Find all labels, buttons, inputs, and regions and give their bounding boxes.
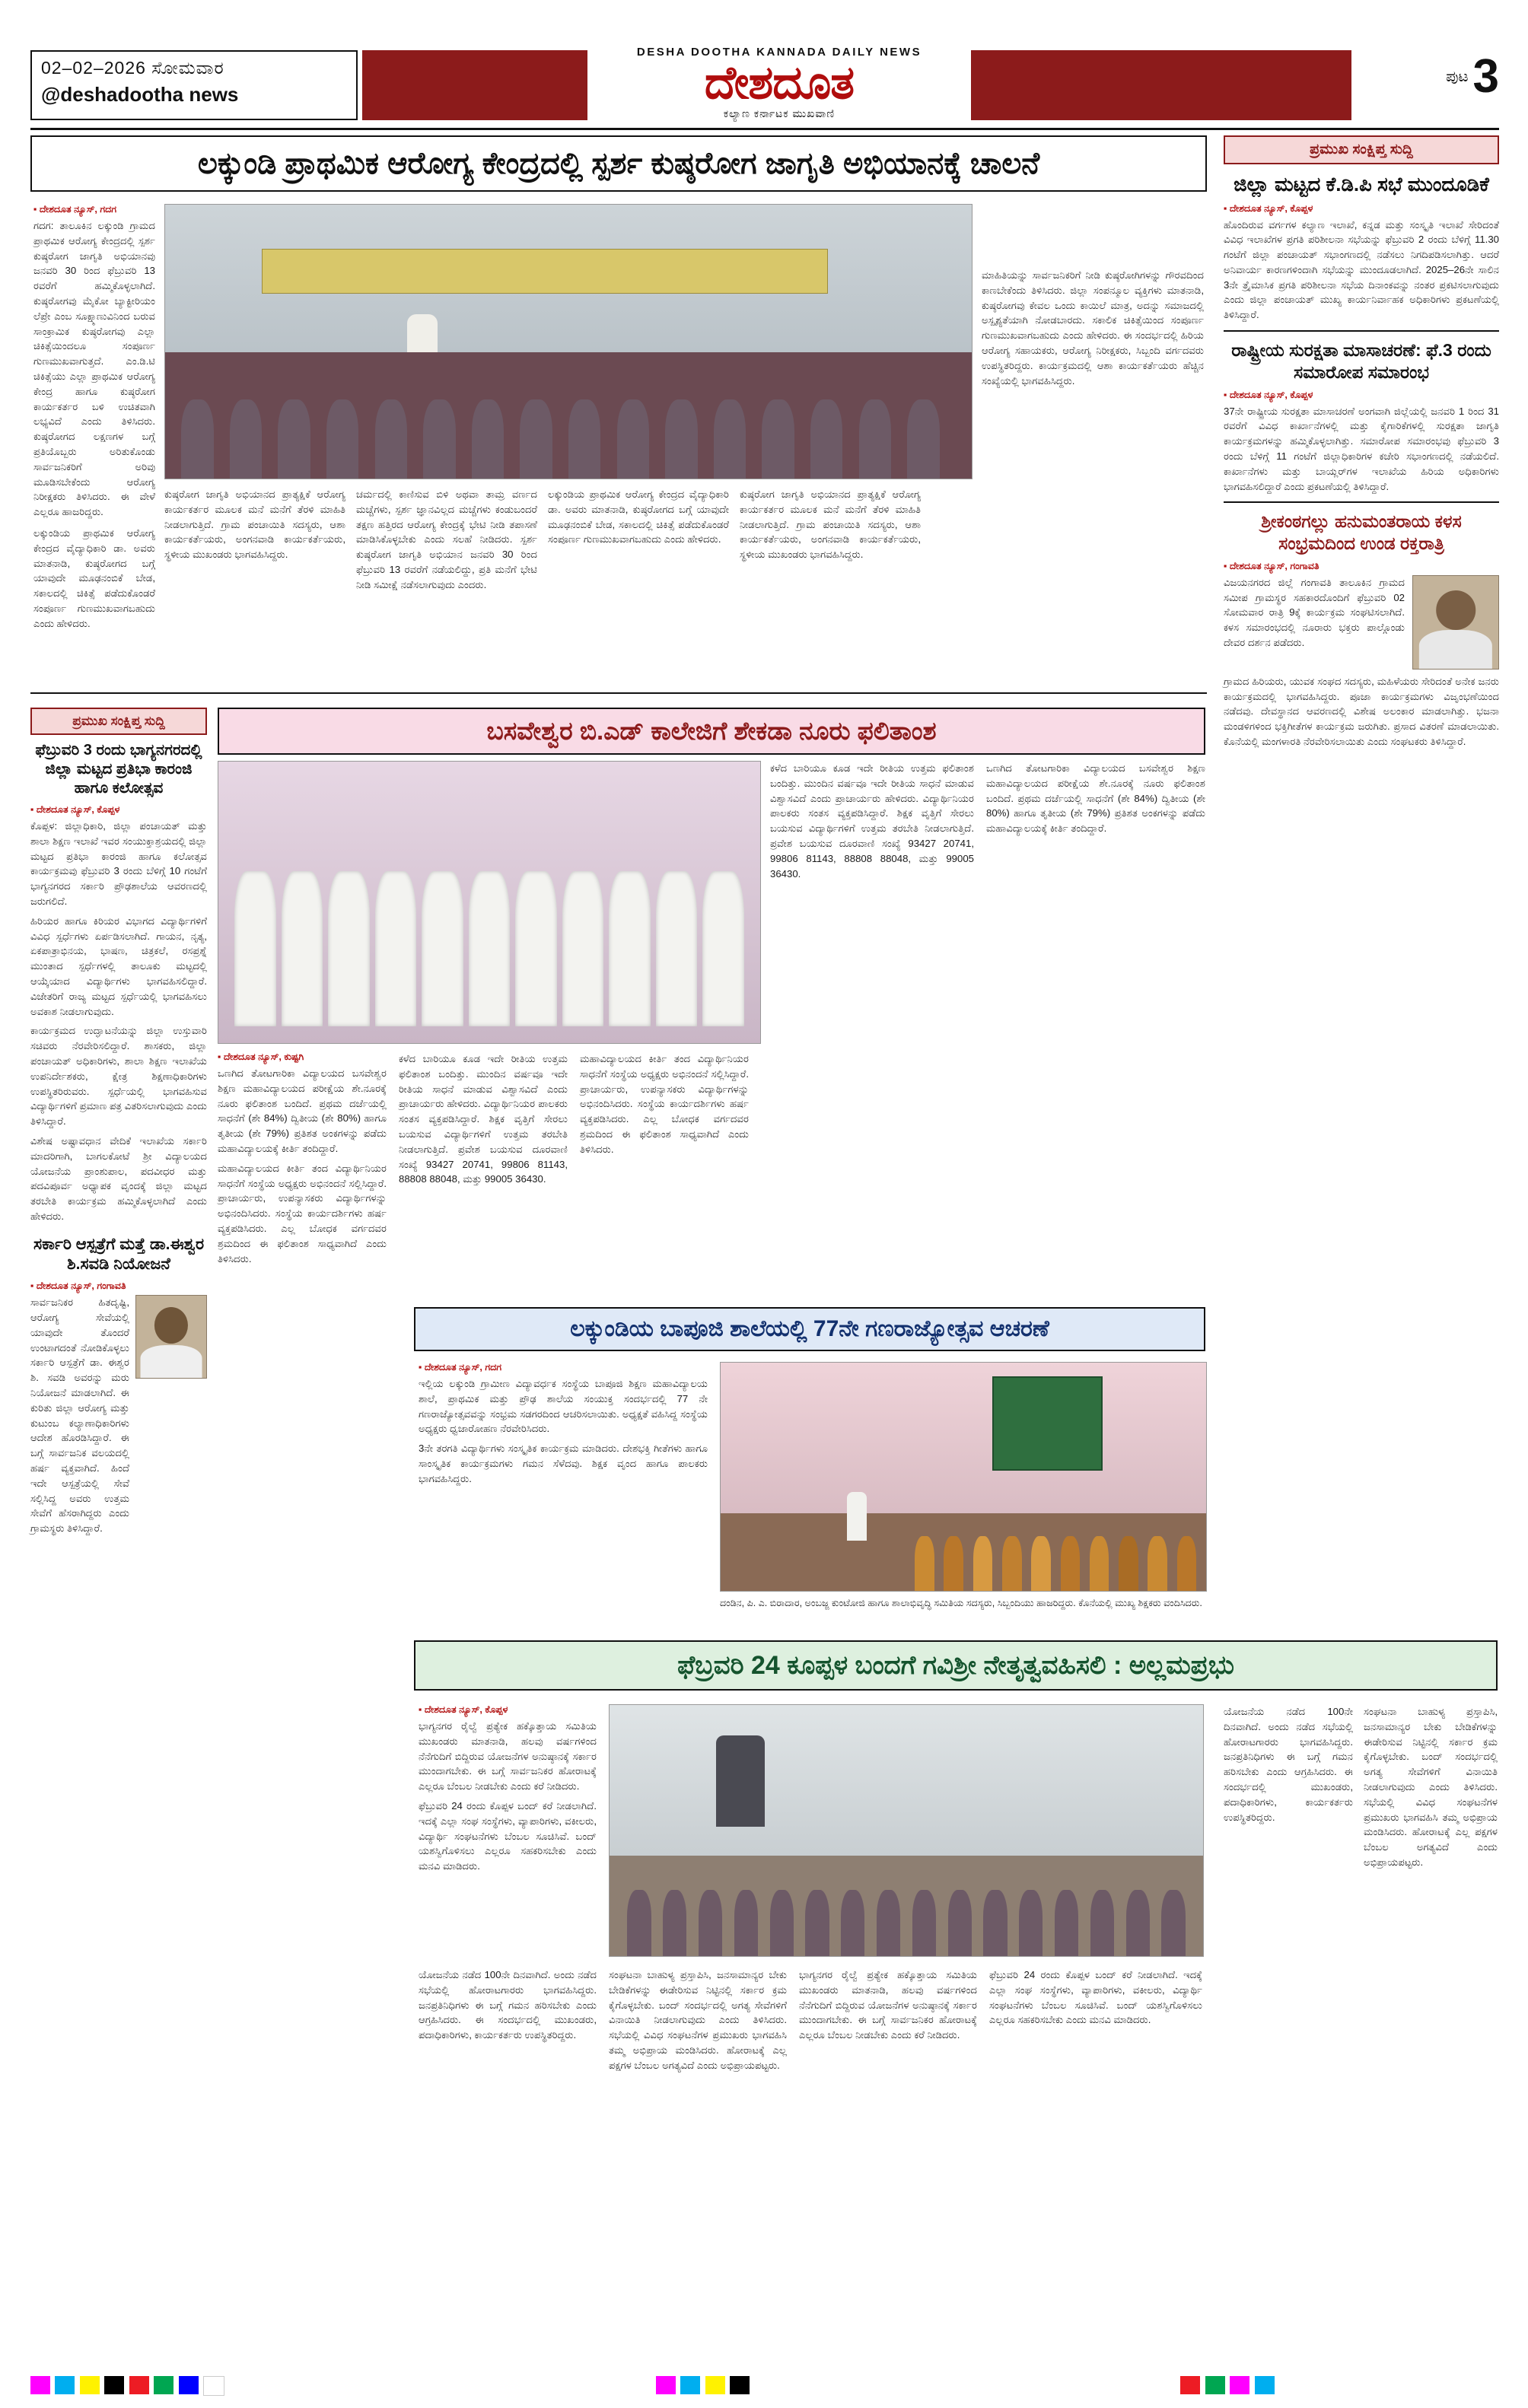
- kuppala-col3: ಯೋಜನೆಯ ನಡೆದ 100ನೇ ದಿನವಾಗಿದೆ. ಅಂದು ನಡೆದ ಸಭೆಯಲ್ಲಿ ಹೋರಾಟಗಾರರು ಭಾಗವಹಿಸಿದ್ದರು. ಜನಪ್ರತಿನಿಧಿಗಳು ಈ ಬಗ್ಗೆ ಗಮನ ಹರಿಸಬೇಕು ಎಂದು ಆಗ್ರಹಿಸಿದರು. ಈ ಸಂದರ್ಭದಲ್ಲಿ ಮುಖಂಡರು, ಪದಾಧಿಕಾರಿಗಳು, ಕಾರ್ಯಕರ್ತರು ಉಪಸ್ಥಿತರಿದ್ದರು.: [419, 1969, 597, 2041]
- left-brief-byline: ▪ ದೇಶದೂತ ನ್ಯೂಸ್, ಕೊಪ್ಪಳ: [30, 804, 120, 815]
- masthead-rule: [30, 128, 1499, 130]
- color-swatch-magenta-3: [1230, 2376, 1249, 2394]
- lead-headline: ಲಕ್ಕುಂಡಿ ಪ್ರಾಥಮಿಕ ಆರೋಗ್ಯ ಕೇಂದ್ರದಲ್ಲಿ ಸ್ಪರ್ಶ ಕುಷ್ಠರೋಗ ಜಾಗೃತಿ ಅಭಿಯಾನಕ್ಕೆ ಚಾಲನೆ: [197, 146, 1040, 180]
- republic-col1: ಇಲ್ಲಿಯ ಲಕ್ಕುಂಡಿ ಗ್ರಾಮೀಣ ವಿದ್ಯಾವರ್ಧಕ ಸಂಸ್ಥೆಯ ಬಾಪೂಜಿ ಶಿಕ್ಷಣ ಮಹಾವಿದ್ಯಾಲಯ ಶಾಲೆ, ಪ್ರಾಥಮಿಕ ಮತ್ತು ಪ್ರೌಢ ಶಾಲೆಯ ಸಂಯುಕ್ತ ಸಂದರ್ಭದಲ್ಲಿ 77 ನೇ ಗಣರಾಜ್ಯೋತ್ಸವವನ್ನು ಸಂಭ್ರಮ ಸಡಗರದಿಂದ ಆಚರಿಸಲಾಯಿತು. ಅಧ್ಯಕ್ಷತೆ ವಹಿಸಿದ್ದ ಸಂಸ್ಥೆಯ ಅಧ್ಯಕ್ಷರು ಧ್ವಜಾರೋಹಣ ನೆರವೇರಿಸಿದರು.: [419, 1378, 708, 1435]
- bed-col2: ಮಹಾವಿದ್ಯಾಲಯದ ಕೀರ್ತಿ ತಂದ ವಿದ್ಯಾರ್ಥಿನಿಯರ ಸಾಧನೆಗೆ ಸಂಸ್ಥೆಯ ಅಧ್ಯಕ್ಷರು ಅಭಿನಂದನೆ ಸಲ್ಲಿಸಿದ್ದಾರೆ. ಪ್ರಾಚಾರ್ಯರು, ಉಪನ್ಯಾಸಕರು ವಿದ್ಯಾರ್ಥಿಗಳನ್ನು ಅಭಿನಂದಿಸಿದರು. ಸಂಸ್ಥೆಯ ಕಾರ್ಯದರ್ಶಿಗಳು ಹರ್ಷ ವ್ಯಕ್ತಪಡಿಸಿದರು. ಎಲ್ಲ ಬೋಧಕ ವರ್ಗದವರ ಶ್ರಮದಿಂದ ಈ ಫಲಿತಾಂಶ ಸಾಧ್ಯವಾಗಿದೆ ಎಂದು ತಿಳಿಸಿದರು.: [218, 1162, 387, 1264]
- bed-column-1: [218, 1051, 387, 1266]
- masthead-center: [591, 46, 968, 120]
- masthead-left-block: [30, 50, 358, 120]
- kuppala-byline: ▪ ದೇಶದೂತ ನ್ಯೂಸ್, ಕೊಪ್ಪಳ: [419, 1704, 508, 1715]
- left-brief-block: [30, 708, 207, 1536]
- lead-photo-crowd: [165, 347, 972, 479]
- lead-col3c-text: ಕುಷ್ಠರೋಗ ಜಾಗೃತಿ ಅಭಿಯಾನದ ಪ್ರಾತ್ಯಕ್ಷಿಕೆ ಆರೋಗ್ಯ ಕಾರ್ಯಕರ್ತರ ಮೂಲಕ ಮನೆ ಮನೆಗೆ ತೆರಳಿ ಮಾಹಿತಿ ನೀಡಲಾಗುತ್ತಿದೆ. ಗ್ರಾಮ ಪಂಚಾಯಿತಿ ಸದಸ್ಯರು, ಆಶಾ ಕಾರ್ಯಕರ್ತೆಯರು, ಅಂಗನವಾಡಿ ಕಾರ್ಯಕರ್ತೆಯರು, ಸ್ಥಳೀಯ ಮುಖಂಡರು ಭಾಗವಹಿಸಿದ್ದರು.: [740, 488, 921, 561]
- left-brief-title: ಫೆಬ್ರುವರಿ 3 ರಂದು ಭಾಗ್ಯನಗರದಲ್ಲಿ ಜಿಲ್ಲಾ ಮಟ್ಟದ ಪ್ರತಿಭಾ ಕಾರಂಜಿ ಹಾಗೂ ಕಲೋತ್ಸವ: [35, 742, 202, 797]
- color-swatch-blue: [179, 2376, 199, 2394]
- kuppala-headline: ಫೆಬ್ರವರಿ 24 ಕೂಪ್ಪಳ ಬಂದಗೆ ಗವಿಶ್ರೀ ನೇತೃತ್ವವಹಿಸಲಿ : ಅಲ್ಲಮಪ್ರಭು: [677, 1650, 1234, 1680]
- page-label: ಪುಟ: [1446, 68, 1469, 85]
- lead-col4-text: ಮಾಹಿತಿಯನ್ನು ಸಾರ್ವಜನಿಕರಿಗೆ ನೀಡಿ ಕುಷ್ಠರೋಗಿಗಳನ್ನು ಗೌರವದಿಂದ ಕಾಣಬೇಕೆಂದು ತಿಳಿಸಿದರು. ಜಿಲ್ಲಾ ಸಂಪನ್ಮೂಲ ವ್ಯಕ್ತಿಗಳು ಮಾತನಾಡಿ, ಕುಷ್ಠರೋಗವು ಕೇವಲ ಒಂದು ಕಾಯಿಲೆ ಮಾತ್ರ, ಅದನ್ನು ಸಮಾಜದಲ್ಲಿ ಅಸ್ಪೃಶ್ಯತೆಯಾಗಿ ನೋಡಬಾರದು. ಸಕಾಲಿಕ ಚಿಕಿತ್ಸೆಯಿಂದ ಸಂಪೂರ್ಣ ಗುಣಮುಖವಾಗಬಹುದು ಎಂದು ಹೇಳಿದರು. ಈ ಸಂದರ್ಭದಲ್ಲಿ ಹಿರಿಯ ಆರೋಗ್ಯ ಸಹಾಯಕರು, ಆರೋಗ್ಯ ನಿರೀಕ್ಷಕರು, ಸಿಬ್ಬಂದಿ ವರ್ಗದವರು ಉಪಸ್ಥಿತರಿದ್ದರು. ಕಾರ್ಯಕ್ರಮದಲ್ಲಿ ಆಶಾ ಕಾರ್ಯಕರ್ತೆಯರು ಹೆಚ್ಚಿನ ಸಂಖ್ಯೆಯಲ್ಲಿ ಭಾಗವಹಿಸಿದ್ದರು.: [982, 269, 1204, 386]
- left-brief-p1: ಕೊಪ್ಪಳ: ಜಿಲ್ಲಾಧಿಕಾರಿ, ಜಿಲ್ಲಾ ಪಂಚಾಯತ್ ಮತ್ತು ಶಾಲಾ ಶಿಕ್ಷಣ ಇಲಾಖೆ ಇವರ ಸಂಯುಕ್ತಾಶ್ರಯದಲ್ಲಿ ಜಿಲ್ಲಾ ಮಟ್ಟದ ಪ್ರತಿಭಾ ಕಾರಂಜಿ ಹಾಗೂ ಕಲೋತ್ಸವ ಕಾರ್ಯಕ್ರಮವು ಫೆಬ್ರುವರಿ 3 ರಂದು ಬೆಳಿಗ್ಗೆ 10 ಗಂಟೆಗೆ ಭಾಗ್ಯನಗರದ ಸರ್ಕಾರಿ ಪ್ರೌಢಶಾಲೆಯ ಆವರಣದಲ್ಲಿ ಜರುಗಲಿದೆ.: [30, 820, 207, 907]
- color-swatch-black-2: [730, 2376, 750, 2394]
- page-number: 3: [1472, 50, 1499, 103]
- lead-col3-text: ಚರ್ಮದಲ್ಲಿ ಕಾಣಿಸುವ ಬಿಳಿ ಅಥವಾ ತಾಮ್ರ ವರ್ಣದ ಮಚ್ಚೆಗಳು, ಸ್ಪರ್ಶ ಜ್ಞಾನವಿಲ್ಲದ ಮಚ್ಚೆಗಳು ಕಂಡುಬಂದರೆ ತಕ್ಷಣ ಹತ್ತಿರದ ಆರೋಗ್ಯ ಕೇಂದ್ರಕ್ಕೆ ಭೇಟಿ ನೀಡಿ ತಪಾಸಣೆ ಮಾಡಿಸಿಕೊಳ್ಳಬೇಕು ಎಂದು ಸಲಹೆ ನೀಡಿದರು. ಸ್ಪರ್ಶ ಕುಷ್ಠರೋಗ ಜಾಗೃತಿ ಅಭಿಯಾನ ಜನವರಿ 30 ರಿಂದ ಫೆಬ್ರುವರಿ 13 ರವರೆಗೆ ನಡೆಯಲಿದ್ದು, ಪ್ರತಿ ಮನೆಗೆ ಭೇಟಿ ನೀಡಿ ಸಮೀಕ್ಷೆ ನಡೆಸಲಾಗುವುದು ಎಂದರು.: [356, 488, 537, 590]
- color-swatch-green: [154, 2376, 173, 2394]
- masthead: [30, 46, 1499, 120]
- masthead-english-strip: DESHA DOOTHA KANNADA DAILY NEWS: [636, 46, 922, 59]
- bed-col1: ಒಣಗಿದ ತೋಟಗಾರಿಕಾ ವಿದ್ಯಾಲಯದ ಬಸವೇಶ್ವರ ಶಿಕ್ಷಣ ಮಹಾವಿದ್ಯಾಲಯದ ಪರೀಕ್ಷೆಯ ಶೇ.ನೂರಕ್ಕೆ ನೂರು ಫಲಿತಾಂಶ ಬಂದಿದೆ. ಪ್ರಥಮ ದರ್ಜೆಯಲ್ಲಿ ಸಾಧನೆಗೆ (ಶೇ 84%) ದ್ವಿತೀಯ (ಶೇ 80%) ಹಾಗೂ ತೃತೀಯ (ಶೇ 79%) ಪ್ರತಿಶತ ಅಂಕಗಳನ್ನು ಪಡೆದು ಮಹಾವಿದ್ಯಾಲಯಕ್ಕೆ ಕೀರ್ತಿ ತಂದಿದ್ದಾರೆ.: [218, 1067, 387, 1154]
- left-brief-p4: ವಿಶೇಷ ಅಷ್ಟಾವಧಾನ ವೇದಿಕೆ ಇಲಾಖೆಯ ಸರ್ಕಾರಿ ಮಾದರಿಗಾಗಿ, ಬಾಗಲಕೋಟೆ ಶ್ರೀ ವಿದ್ಯಾಲಯದ ಯೋಜನೆಯ ಪ್ರಾಂಶುಪಾಲ, ಪದವೀಧರ ಮತ್ತು ಪದವಿಪೂರ್ವ ಅಧ್ಯಾಪಕ ವೃಂದಕ್ಕೆ ಜಿಲ್ಲಾ ಮಟ್ಟದ ತರಬೇತಿ ಕಾರ್ಯಕ್ರಮ ಹಮ್ಮಿಕೊಳ್ಳಲಾಗಿದೆ ಎಂದು ಹೇಳಿದರು.: [30, 1134, 207, 1222]
- rail-kicker-1: ಪ್ರಮುಖ ಸಂಕ್ಷಿಪ್ತ ಸುದ್ದಿ: [1224, 135, 1499, 164]
- lead-col1-text: ಗದಗ: ತಾಲೂಕಿನ ಲಕ್ಕುಂಡಿ ಗ್ರಾಮದ ಪ್ರಾಥಮಿಕ ಆರೋಗ್ಯ ಕೇಂದ್ರದಲ್ಲಿ ಸ್ಪರ್ಶ ಕುಷ್ಠರೋಗ ಜಾಗೃತಿ ಅಭಿಯಾನವು ಜನವರಿ 30 ರಿಂದ ಫೆಬ್ರುವರಿ 13 ರವರೆಗೆ ಹಮ್ಮಿಕೊಳ್ಳಲಾಗಿದೆ. ಕುಷ್ಠರೋಗವು ಮೈಕೋ ಬ್ಯಾಕ್ಟೀರಿಯಂ ಲೆಪ್ರೇ ಎಂಬ ಸೂಕ್ಷ್ಮಾಣುವಿನಿಂದ ಬರುವ ಸಾಂಕ್ರಾಮಿಕ ಕುಷ್ಠರೋಗವು ಎಲ್ಲಾ ಚಿಕಿತ್ಸೆಯಿಂದಲೂ ಸಂಪೂರ್ಣ ಗುಣಮುಖವಾಗುತ್ತದೆ. ಎಂ.ಡಿ.ಟಿ ಚಿಕಿತ್ಸೆಯು ಎಲ್ಲಾ ಪ್ರಾಥಮಿಕ ಆರೋಗ್ಯ ಕೇಂದ್ರ ಹಾಗೂ ಕುಷ್ಠರೋಗ ಕಾರ್ಯಕರ್ತರ ಬಳಿ ಉಚಿತವಾಗಿ ಲಭ್ಯವಿದೆ ಎಂದು ತಿಳಿಸಿದರು. ಕುಷ್ಠರೋಗದ ಲಕ್ಷಣಗಳ ಬಗ್ಗೆ ಪ್ರತಿಯೊಬ್ಬರು ಅರಿತುಕೊಂಡು ಸಾರ್ವಜನಿಕರಿಗೆ ಅರಿವು ಮೂಡಿಸಬೇಕೆಂದು ಆರೋಗ್ಯ ನಿರೀಕ್ಷಕರು ತಿಳಿಸಿದರು. ಈ ವೇಳೆ ಎಲ್ಲರೂ ಹಾಜರಿದ್ದರು.: [33, 220, 155, 518]
- kuppala-column-1: [419, 1704, 597, 1874]
- lead-col3b-text: ಲಕ್ಕುಂಡಿಯ ಪ್ರಾಥಮಿಕ ಆರೋಗ್ಯ ಕೇಂದ್ರದ ವೈದ್ಯಾಧಿಕಾರಿ ಡಾ. ಅವರು ಮಾತನಾಡಿ, ಕುಷ್ಠರೋಗದ ಬಗ್ಗೆ ಯಾವುದೇ ಮೂಢನಂಬಿಕೆ ಬೇಡ, ಸಕಾಲದಲ್ಲಿ ಚಿಕಿತ್ಸೆ ಪಡೆದುಕೊಂಡರೆ ಸಂಪೂರ್ಣ ಗುಣಮುಖವಾಗಬಹುದು ಎಂದು ಹೇಳಿದರು.: [548, 488, 729, 546]
- social-handle: @deshadootha news: [41, 83, 239, 106]
- lead-col1b-text: ಲಕ್ಕುಂಡಿಯ ಪ್ರಾಥಮಿಕ ಆರೋಗ್ಯ ಕೇಂದ್ರದ ವೈದ್ಯಾಧಿಕಾರಿ ಡಾ. ಅವರು ಮಾತನಾಡಿ, ಕುಷ್ಠರೋಗದ ಬಗ್ಗೆ ಯಾವುದೇ ಮೂಢನಂಬಿಕೆ ಬೇಡ, ಸಕಾಲದಲ್ಲಿ ಚಿಕಿತ್ಸೆ ಪಡೆದುಕೊಂಡರೆ ಸಂಪೂರ್ಣ ಗುಣಮುಖವಾಗಬಹುದು ಎಂದು ಹೇಳಿದರು.: [33, 526, 155, 629]
- rail-title-2: ರಾಷ್ಟ್ರೀಯ ಸುರಕ್ಷತಾ ಮಾಸಾಚರಣೆ: ಫೆ.3 ರಂದು ಸಮಾರೋಪ ಸಮಾರಂಭ: [1231, 340, 1491, 382]
- rail-byline-3: ▪ ದೇಶದೂತ ನ್ಯೂಸ್, ಗಂಗಾವತಿ: [1224, 560, 1319, 571]
- kuppala-photo-crowd: [610, 1846, 1203, 1956]
- lead-photo-content: [165, 205, 972, 479]
- kuppala-col7: ಯೋಜನೆಯ ನಡೆದ 100ನೇ ದಿನವಾಗಿದೆ. ಅಂದು ನಡೆದ ಸಭೆಯಲ್ಲಿ ಹೋರಾಟಗಾರರು ಭಾಗವಹಿಸಿದ್ದರು. ಜನಪ್ರತಿನಿಧಿಗಳು ಈ ಬಗ್ಗೆ ಗಮನ ಹರಿಸಬೇಕು ಎಂದು ಆಗ್ರಹಿಸಿದರು. ಈ ಸಂದರ್ಭದಲ್ಲಿ ಮುಖಂಡರು, ಪದಾಧಿಕಾರಿಗಳು, ಕಾರ್ಯಕರ್ತರು ಉಪಸ್ಥಿತರಿದ್ದರು.: [1224, 1706, 1353, 1823]
- republic-headline: ಲಕ್ಕುಂಡಿಯ ಬಾಪೂಜಿ ಶಾಲೆಯಲ್ಲಿ 77ನೇ ಗಣರಾಜ್ಯೋತ್ಸವ ಆಚರಣೆ: [570, 1316, 1049, 1341]
- left-doctor-body: ಸಾರ್ವಜನಿಕರ ಹಿತದೃಷ್ಟಿ, ಆರೋಗ್ಯ ಸೇವೆಯಲ್ಲಿ ಯಾವುದೇ ತೊಂದರೆ ಉಂಟಾಗದಂತೆ ನೋಡಿಕೊಳ್ಳಲು ಸರ್ಕಾರಿ ಆಸ್ಪತ್ರೆಗೆ ಡಾ. ಈಶ್ವರ ಶಿ. ಸವಡಿ ಅವರನ್ನು ಮರು ನಿಯೋಜನೆ ಮಾಡಲಾಗಿದೆ. ಈ ಕುರಿತು ಜಿಲ್ಲಾ ಆರೋಗ್ಯ ಮತ್ತು ಕುಟುಂಬ ಕಲ್ಯಾಣಾಧಿಕಾರಿಗಳು ಆದೇಶ ಹೊರಡಿಸಿದ್ದಾರೆ. ಈ ಬಗ್ಗೆ ಸಾರ್ವಜನಿಕ ವಲಯದಲ್ಲಿ ಹರ್ಷ ವ್ಯಕ್ತವಾಗಿದೆ. ಹಿಂದೆ ಇದೇ ಆಸ್ಪತ್ರೆಯಲ್ಲಿ ಸೇವೆ ಸಲ್ಲಿಸಿದ್ದ ಅವರು ಉತ್ತಮ ಸೇವೆಗೆ ಹೆಸರಾಗಿದ್ದರು ಎಂದು ಗ್ರಾಮಸ್ಥರು ತಿಳಿಸಿದ್ದಾರೆ.: [30, 1296, 129, 1535]
- rail-body-3a: ವಿಜಯನಗರದ ಜಿಲ್ಲೆ ಗಂಗಾವತಿ ತಾಲೂಕಿನ ಗ್ರಾಮದ ಸಮೀಪ ಗ್ರಾಮಸ್ಥರ ಸಹಕಾರದೊಂದಿಗೆ ಫೆಬ್ರುವರಿ 02 ಸೋಮವಾರ ರಾತ್ರಿ 9ಕ್ಕೆ ಕಾರ್ಯಕ್ರಮ ಸಂಘಟಿಸಲಾಗಿದೆ. ಕಳಸ ಸಮಾರಂಭದಲ್ಲಿ ನೂರಾರು ಭಕ್ತರು ಪಾಲ್ಗೊಂಡು ದೇವರ ದರ್ಶನ ಪಡೆದರು.: [1224, 576, 1405, 649]
- bed-col5: ಕಳೆದ ಬಾರಿಯೂ ಕೂಡ ಇದೇ ರೀತಿಯ ಉತ್ತಮ ಫಲಿತಾಂಶ ಬಂದಿತ್ತು. ಮುಂದಿನ ವರ್ಷವೂ ಇದೇ ರೀತಿಯ ಸಾಧನೆ ಮಾಡುವ ವಿಶ್ವಾಸವಿದೆ ಎಂದು ಪ್ರಾಚಾರ್ಯರು ಹೇಳಿದರು. ವಿದ್ಯಾರ್ಥಿನಿಯರ ಪಾಲಕರು ಸಂತಸ ವ್ಯಕ್ತಪಡಿಸಿದ್ದಾರೆ. ಶಿಕ್ಷಕ ವೃತ್ತಿಗೆ ಸೇರಲು ಬಯಸುವ ವಿದ್ಯಾರ್ಥಿಗಳಿಗೆ ಉತ್ತಮ ತರಬೇತಿ ನೀಡಲಾಗುತ್ತಿದೆ. ಪ್ರವೇಶ ಬಯಸುವ ದೂರವಾಣಿ ಸಂಖ್ಯೆ 93427 20741, 99806 81143, 88808 88048, ಮತ್ತು 99005 36430.: [770, 762, 974, 880]
- lead-byline: ▪ ದೇಶದೂತ ನ್ಯೂಸ್, ಗದಗ: [33, 204, 116, 215]
- rail-byline-2: ▪ ದೇಶದೂತ ನ್ಯೂಸ್, ಕೊಪ್ಪಳ: [1224, 389, 1313, 400]
- left-brief-p2: ಹಿರಿಯರ ಹಾಗೂ ಕಿರಿಯರ ವಿಭಾಗದ ವಿದ್ಯಾರ್ಥಿಗಳಿಗೆ ವಿವಿಧ ಸ್ಪರ್ಧೆಗಳು ಏರ್ಪಡಿಸಲಾಗಿದೆ. ಗಾಯನ, ನೃತ್ಯ, ಏಕಪಾತ್ರಾಭಿನಯ, ಭಾಷಣ, ಚಿತ್ರಕಲೆ, ರಸಪ್ರಶ್ನೆ ಮುಂತಾದ ಸ್ಪರ್ಧೆಗಳಲ್ಲಿ ತಾಲೂಕು ಮಟ್ಟದಲ್ಲಿ ಆಯ್ಕೆಯಾದ ವಿದ್ಯಾರ್ಥಿಗಳು ಭಾಗವಹಿಸಲಿದ್ದಾರೆ. ವಿಜೇತರಿಗೆ ರಾಜ್ಯ ಮಟ್ಟದ ಸ್ಪರ್ಧೆಯಲ್ಲಿ ಭಾಗವಹಿಸಲು ಅವಕಾಶ ನೀಡಲಾಗುವುದು.: [30, 915, 207, 1017]
- newspaper-title: ದೇಶದೂತ: [704, 57, 855, 108]
- color-swatch-green-2: [1205, 2376, 1225, 2394]
- kuppala-headline-box: [414, 1640, 1498, 1691]
- kuppala-col6: ಫೆಬ್ರುವರಿ 24 ರಂದು ಕೊಪ್ಪಳ ಬಂದ್ ಕರೆ ನೀಡಲಾಗಿದೆ. ಇದಕ್ಕೆ ಎಲ್ಲಾ ಸಂಘ ಸಂಸ್ಥೆಗಳು, ವ್ಯಾಪಾರಿಗಳು, ವಕೀಲರು, ವಿದ್ಯಾರ್ಥಿ ಸಂಘಟನೆಗಳು ಬೆಂಬಲ ಸೂಚಿಸಿವೆ. ಬಂದ್ ಯಶಸ್ವಿಗೊಳಿಸಲು ಎಲ್ಲರೂ ಸಹಕರಿಸಬೇಕು ಎಂದು ಮನವಿ ಮಾಡಿದರು.: [989, 1969, 1202, 2026]
- left-doctor-byline: ▪ ದೇಶದೂತ ನ್ಯೂಸ್, ಗಂಗಾವತಿ: [30, 1280, 126, 1292]
- lead-bottom-rule: [30, 692, 1207, 694]
- publication-date: 02–02–2026 ಸೋಮವಾರ: [41, 58, 224, 78]
- bed-col4: ಮಹಾವಿದ್ಯಾಲಯದ ಕೀರ್ತಿ ತಂದ ವಿದ್ಯಾರ್ಥಿನಿಯರ ಸಾಧನೆಗೆ ಸಂಸ್ಥೆಯ ಅಧ್ಯಕ್ಷರು ಅಭಿನಂದನೆ ಸಲ್ಲಿಸಿದ್ದಾರೆ. ಪ್ರಾಚಾರ್ಯರು, ಉಪನ್ಯಾಸಕರು ವಿದ್ಯಾರ್ಥಿಗಳನ್ನು ಅಭಿನಂದಿಸಿದರು. ಸಂಸ್ಥೆಯ ಕಾರ್ಯದರ್ಶಿಗಳು ಹರ್ಷ ವ್ಯಕ್ತಪಡಿಸಿದರು. ಎಲ್ಲ ಬೋಧಕ ವರ್ಗದವರ ಶ್ರಮದಿಂದ ಈ ಫಲಿತಾಂಶ ಸಾಧ್ಯವಾಗಿದೆ ಎಂದು ತಿಳಿಸಿದರು.: [580, 1053, 749, 1155]
- kuppala-col5: ಭಾಗ್ಯನಗರ ರೈಲ್ವೆ ಪ್ರತ್ಯೇಕ ಹಕ್ಕೊತ್ತಾಯ ಸಮಿತಿಯ ಮುಖಂಡರು ಮಾತನಾಡಿ, ಹಲವು ವರ್ಷಗಳಿಂದ ನೆನೆಗುದಿಗೆ ಬಿದ್ದಿರುವ ಯೋಜನೆಗಳ ಅನುಷ್ಠಾನಕ್ಕೆ ಸರ್ಕಾರ ಮುಂದಾಗಬೇಕು. ಈ ಬಗ್ಗೆ ಸಾರ್ವಜನಿಕರ ಹೋರಾಟಕ್ಕೆ ಎಲ್ಲರೂ ಬೆಂಬಲ ನೀಡಬೇಕು ಎಂದು ಕರೆ ನೀಡಿದರು.: [799, 1969, 977, 2041]
- color-swatch-yellow: [80, 2376, 100, 2394]
- kuppala-col2: ಫೆಬ್ರುವರಿ 24 ರಂದು ಕೊಪ್ಪಳ ಬಂದ್ ಕರೆ ನೀಡಲಾಗಿದೆ. ಇದಕ್ಕೆ ಎಲ್ಲಾ ಸಂಘ ಸಂಸ್ಥೆಗಳು, ವ್ಯಾಪಾರಿಗಳು, ವಕೀಲರು, ವಿದ್ಯಾರ್ಥಿ ಸಂಘಟನೆಗಳು ಬೆಂಬಲ ಸೂಚಿಸಿವೆ. ಬಂದ್ ಯಶಸ್ವಿಗೊಳಿಸಲು ಎಲ್ಲರೂ ಸಹಕರಿಸಬೇಕು ಎಂದು ಮನವಿ ಮಾಡಿದರು.: [419, 1799, 597, 1872]
- kuppala-col1: ಭಾಗ್ಯನಗರ ರೈಲ್ವೆ ಪ್ರತ್ಯೇಕ ಹಕ್ಕೊತ್ತಾಯ ಸಮಿತಿಯ ಮುಖಂಡರು ಮಾತನಾಡಿ, ಹಲವು ವರ್ಷಗಳಿಂದ ನೆನೆಗುದಿಗೆ ಬಿದ್ದಿರುವ ಯೋಜನೆಗಳ ಅನುಷ್ಠಾನಕ್ಕೆ ಸರ್ಕಾರ ಮುಂದಾಗಬೇಕು. ಈ ಬಗ್ಗೆ ಸಾರ್ವಜನಿಕರ ಹೋರಾಟಕ್ಕೆ ಎಲ್ಲರೂ ಬೆಂಬಲ ನೀಡಬೇಕು ಎಂದು ಕರೆ ನೀಡಿದರು.: [419, 1720, 597, 1792]
- rail-body-3b: ಗ್ರಾಮದ ಹಿರಿಯರು, ಯುವಕ ಸಂಘದ ಸದಸ್ಯರು, ಮಹಿಳೆಯರು ಸೇರಿದಂತೆ ಅನೇಕ ಜನರು ಕಾರ್ಯಕ್ರಮದಲ್ಲಿ ಭಾಗವಹಿಸಿದ್ದರು. ಪೂಜಾ ಕಾರ್ಯಕ್ರಮಗಳು ವಿಜೃಂಭಣೆಯಿಂದ ನಡೆದವು. ದೇವಸ್ಥಾನದ ಆವರಣದಲ್ಲಿ ವಿಶೇಷ ಅಲಂಕಾರ ಮಾಡಲಾಗಿತ್ತು. ಭಜನಾ ಮಂಡಳಿಗಳಿಂದ ಭಕ್ತಿಗೀತೆಗಳ ಕಾರ್ಯಕ್ರಮ ಜರುಗಿತು. ಪ್ರಸಾದ ವಿತರಣೆ ಮಾಡಲಾಯಿತು. ಕೊನೆಯಲ್ಲಿ ಮಂಗಳಾರತಿ ನೆರವೇರಿಸಲಾಯಿತು ಎಂದು ಸಂಘಟಕರು ತಿಳಿಸಿದ್ದಾರೆ.: [1224, 675, 1499, 748]
- bed-col3: ಕಳೆದ ಬಾರಿಯೂ ಕೂಡ ಇದೇ ರೀತಿಯ ಉತ್ತಮ ಫಲಿತಾಂಶ ಬಂದಿತ್ತು. ಮುಂದಿನ ವರ್ಷವೂ ಇದೇ ರೀತಿಯ ಸಾಧನೆ ಮಾಡುವ ವಿಶ್ವಾಸವಿದೆ ಎಂದು ಪ್ರಾಚಾರ್ಯರು ಹೇಳಿದರು. ವಿದ್ಯಾರ್ಥಿನಿಯರ ಪಾಲಕರು ಸಂತಸ ವ್ಯಕ್ತಪಡಿಸಿದ್ದಾರೆ. ಶಿಕ್ಷಕ ವೃತ್ತಿಗೆ ಸೇರಲು ಬಯಸುವ ವಿದ್ಯಾರ್ಥಿಗಳಿಗೆ ಉತ್ತಮ ತರಬೇತಿ ನೀಡಲಾಗುತ್ತಿದೆ. ಪ್ರವೇಶ ಬಯಸುವ ದೂರವಾಣಿ ಸಂಖ್ಯೆ 93427 20741, 99806 81143, 88808 88048, ಮತ್ತು 99005 36430.: [399, 1053, 568, 1185]
- color-swatch-white: [203, 2376, 224, 2396]
- color-registration-bar: [30, 2376, 1499, 2394]
- lead-photo: [164, 204, 973, 479]
- republic-column-1: [419, 1362, 708, 1487]
- republic-photo: [720, 1362, 1207, 1592]
- color-swatch-yellow-2: [705, 2376, 725, 2394]
- right-rail: [1224, 135, 1499, 749]
- left-doctor-title: ಸರ್ಕಾರಿ ಆಸ್ಪತ್ರೆಗೆ ಮತ್ತೆ ಡಾ.ಈಶ್ವರ ಶಿ.ಸವಡಿ ನಿಯೋಜನೆ: [33, 1235, 205, 1273]
- rail-byline-1: ▪ ದೇಶದೂತ ನ್ಯೂಸ್, ಕೊಪ್ಪಳ: [1224, 202, 1313, 214]
- republic-byline: ▪ ದೇಶದೂತ ನ್ಯೂಸ್, ಗದಗ: [419, 1362, 501, 1373]
- bed-headline: ಬಸವೇಶ್ವರ ಬಿ.ಎಡ್ ಕಾಲೇಜಿಗೆ ಶೇಕಡಾ ನೂರು ಫಲಿತಾಂಶ: [486, 716, 937, 745]
- color-swatch-cyan: [55, 2376, 75, 2394]
- rail-divider-2: [1224, 501, 1499, 503]
- newspaper-tagline: ಕಲ್ಯಾಣ ಕರ್ನಾಟಕ ಮುಖವಾಣಿ: [723, 107, 836, 119]
- republic-headline-box: [414, 1307, 1205, 1351]
- lead-col2-text: ಕುಷ್ಠರೋಗ ಜಾಗೃತಿ ಅಭಿಯಾನದ ಪ್ರಾತ್ಯಕ್ಷಿಕೆ ಆರೋಗ್ಯ ಕಾರ್ಯಕರ್ತರ ಮೂಲಕ ಮನೆ ಮನೆಗೆ ತೆರಳಿ ಮಾಹಿತಿ ನೀಡಲಾಗುತ್ತಿದೆ. ಗ್ರಾಮ ಪಂಚಾಯಿತಿ ಸದಸ್ಯರು, ಆಶಾ ಕಾರ್ಯಕರ್ತೆಯರು, ಅಂಗನವಾಡಿ ಕಾರ್ಯಕರ್ತೆಯರು, ಸ್ಥಳೀಯ ಮುಖಂಡರು ಭಾಗವಹಿಸಿದ್ದರು.: [164, 488, 345, 561]
- left-brief-kicker: ಪ್ರಮುಖ ಸಂಕ್ಷಿಪ್ತ ಸುದ್ದಿ: [30, 708, 207, 735]
- bed-photo-students: [229, 871, 750, 1026]
- republic-photo-caption: ದಂಡಿನ, ಪಿ. ಎ. ಬಿರಾದಾರ, ಅಂಬಜ್ಜ ಕುಂಟೋಜಿ ಹಾಗೂ ಶಾಲಾಭಿವೃದ್ಧಿ ಸಮಿತಿಯ ಸದಸ್ಯರು, ಸಿಬ್ಬಂದಿಯು ಹಾಜರಿದ್ದರು. ಕೊನೆಯಲ್ಲಿ ಮುಖ್ಯ ಶಿಕ್ಷಕರು ವಂದಿಸಿದರು.: [720, 1598, 1202, 1608]
- rail-portrait-photo: [1412, 575, 1499, 670]
- color-swatch-red-2: [1180, 2376, 1200, 2394]
- republic-photo-crowd: [721, 1500, 1206, 1591]
- bed-group-photo: [218, 761, 761, 1044]
- color-swatch-red: [129, 2376, 149, 2394]
- rail-divider-1: [1224, 330, 1499, 332]
- rail-body-2: 37ನೇ ರಾಷ್ಟ್ರೀಯ ಸುರಕ್ಷತಾ ಮಾಸಾಚರಣೆ ಅಂಗವಾಗಿ ಜಿಲ್ಲೆಯಲ್ಲಿ ಜನವರಿ 1 ರಿಂದ 31 ರವರೆಗೆ ವಿವಿಧ ಕಾರ್ಖಾನೆಗಳಲ್ಲಿ ಮತ್ತು ಕೈಗಾರಿಕೆಗಳಲ್ಲಿ ಸುರಕ್ಷತಾ ಜಾಗೃತಿ ಕಾರ್ಯಕ್ರಮಗಳನ್ನು ಹಮ್ಮಿಕೊಳ್ಳಲಾಗಿತ್ತು. ಸಮಾರೋಪ ಸಮಾರಂಭವು ಫೆಬ್ರುವರಿ 3 ರಂದು ಬೆಳಿಗ್ಗೆ 11 ಗಂಟೆಗೆ ಜಿಲ್ಲಾಧಿಕಾರಿಗಳ ಕಚೇರಿ ಸಭಾಂಗಣದಲ್ಲಿ ನಡೆಯಲಿದೆ. ಕಾರ್ಖಾನೆಗಳು ಮತ್ತು ಬಾಯ್ಲರ್‌ಗಳ ಇಲಾಖೆಯ ಹಿರಿಯ ಅಧಿಕಾರಿಗಳು ಭಾಗವಹಿಸಲಿದ್ದಾರೆ ಎಂದು ಪ್ರಕಟಣೆಯಲ್ಲಿ ತಿಳಿಸಿದ್ದಾರೆ.: [1224, 405, 1499, 492]
- bed-col6: ಒಣಗಿದ ತೋಟಗಾರಿಕಾ ವಿದ್ಯಾಲಯದ ಬಸವೇಶ್ವರ ಶಿಕ್ಷಣ ಮಹಾವಿದ್ಯಾಲಯದ ಪರೀಕ್ಷೆಯ ಶೇ.ನೂರಕ್ಕೆ ನೂರು ಫಲಿತಾಂಶ ಬಂದಿದೆ. ಪ್ರಥಮ ದರ್ಜೆಯಲ್ಲಿ ಸಾಧನೆಗೆ (ಶೇ 84%) ದ್ವಿತೀಯ (ಶೇ 80%) ಹಾಗೂ ತೃತೀಯ (ಶೇ 79%) ಪ್ರತಿಶತ ಅಂಕಗಳನ್ನು ಪಡೆದು ಮಹಾವಿದ್ಯಾಲಯಕ್ಕೆ ಕೀರ್ತಿ ತಂದಿದ್ದಾರೆ.: [986, 762, 1205, 835]
- color-swatch-cyan-2: [680, 2376, 700, 2394]
- left-doctor-portrait: [135, 1295, 207, 1379]
- masthead-red-bar-right: [971, 50, 1351, 120]
- kuppala-col4: ಸಂಘಟನಾ ಬಾಹುಳ್ಯ ಪ್ರಸ್ತಾಪಿಸಿ, ಜನಸಾಮಾನ್ಯರ ಬೇಕು ಬೇಡಿಕೆಗಳನ್ನು ಈಡೇರಿಸುವ ನಿಟ್ಟಿನಲ್ಲಿ ಸರ್ಕಾರ ಕ್ರಮ ಕೈಗೊಳ್ಳಬೇಕು. ಬಂದ್ ಸಂದರ್ಭದಲ್ಲಿ ಅಗತ್ಯ ಸೇವೆಗಳಿಗೆ ವಿನಾಯಿತಿ ನೀಡಲಾಗುವುದು ಎಂದು ತಿಳಿಸಿದರು. ಸಭೆಯಲ್ಲಿ ವಿವಿಧ ಸಂಘಟನೆಗಳ ಪ್ರಮುಖರು ಭಾಗವಹಿಸಿ ತಮ್ಮ ಅಭಿಪ್ರಾಯ ಮಂಡಿಸಿದರು. ಹೋರಾಟಕ್ಕೆ ಎಲ್ಲ ಪಕ್ಷಗಳ ಬೆಂಬಲ ಅಗತ್ಯವಿದೆ ಎಂದು ಅಭಿಪ್ರಾಯಪಟ್ಟರು.: [609, 1969, 787, 2071]
- rail-body-1: ಹೊಂದಿರುವ ವರ್ಗಗಳ ಕಲ್ಯಾಣ ಇಲಾಖೆ, ಕನ್ನಡ ಮತ್ತು ಸಂಸ್ಕೃತಿ ಇಲಾಖೆ ಸೇರಿದಂತೆ ವಿವಿಧ ಇಲಾಖೆಗಳ ಪ್ರಗತಿ ಪರಿಶೀಲನಾ ಸಭೆಯನ್ನು ಫೆಬ್ರುವರಿ 2 ರಂದು ಬೆಳಿಗ್ಗೆ 11.30 ಗಂಟೆಗೆ ಜಿಲ್ಲಾ ಪಂಚಾಯತ್ ಸಭಾಂಗಣದಲ್ಲಿ ನಡೆಸಲು ನಿಗದಿಪಡಿಸಲಾಗಿತ್ತು. ಆದರೆ ಅನಿವಾರ್ಯ ಕಾರಣಗಳಿಂದಾಗಿ ಸಭೆಯನ್ನು ಮುಂದೂಡಲಾಗಿದೆ. 2025–26ನೇ ಸಾಲಿನ 3ನೇ ತ್ರೈಮಾಸಿಕ ಪ್ರಗತಿ ಪರಿಶೀಲನಾ ಸಭೆಯ ದಿನಾಂಕವನ್ನು ನಂತರ ಪ್ರಕಟಿಸಲಾಗುವುದು ಎಂದು ಜಿಲ್ಲಾ ಪಂಚಾಯತ್ ಮುಖ್ಯ ಕಾರ್ಯನಿರ್ವಾಹಕ ಅಧಿಕಾರಿಗಳು ಪ್ರಕಟಣೆಯಲ್ಲಿ ತಿಳಿಸಿದ್ದಾರೆ.: [1224, 218, 1499, 321]
- kuppala-col8: ಸಂಘಟನಾ ಬಾಹುಳ್ಯ ಪ್ರಸ್ತಾಪಿಸಿ, ಜನಸಾಮಾನ್ಯರ ಬೇಕು ಬೇಡಿಕೆಗಳನ್ನು ಈಡೇರಿಸುವ ನಿಟ್ಟಿನಲ್ಲಿ ಸರ್ಕಾರ ಕ್ರಮ ಕೈಗೊಳ್ಳಬೇಕು. ಬಂದ್ ಸಂದರ್ಭದಲ್ಲಿ ಅಗತ್ಯ ಸೇವೆಗಳಿಗೆ ವಿನಾಯಿತಿ ನೀಡಲಾಗುವುದು ಎಂದು ತಿಳಿಸಿದರು. ಸಭೆಯಲ್ಲಿ ವಿವಿಧ ಸಂಘಟನೆಗಳ ಪ್ರಮುಖರು ಭಾಗವಹಿಸಿ ತಮ್ಮ ಅಭಿಪ್ರಾಯ ಮಂಡಿಸಿದರು. ಹೋರಾಟಕ್ಕೆ ಎಲ್ಲ ಪಕ್ಷಗಳ ಬೆಂಬಲ ಅಗತ್ಯವಿದೆ ಎಂದು ಅಭಿಪ್ರಾಯಪಟ್ಟರು.: [1364, 1706, 1498, 1868]
- lead-headline-box: [30, 135, 1207, 192]
- left-brief-p3: ಕಾರ್ಯಕ್ರಮದ ಉದ್ಘಾಟನೆಯನ್ನು ಜಿಲ್ಲಾ ಉಸ್ತುವಾರಿ ಸಚಿವರು ನೆರವೇರಿಸಲಿದ್ದಾರೆ. ಶಾಸಕರು, ಜಿಲ್ಲಾ ಪಂಚಾಯತ್ ಅಧಿಕಾರಿಗಳು, ಶಾಲಾ ಶಿಕ್ಷಣ ಇಲಾಖೆಯ ಉಪನಿರ್ದೇಶಕರು, ಕ್ಷೇತ್ರ ಶಿಕ್ಷಣಾಧಿಕಾರಿಗಳು ಉಪಸ್ಥಿತರಿರುವರು. ಸ್ಪರ್ಧೆಯಲ್ಲಿ ಭಾಗವಹಿಸುವ ವಿದ್ಯಾರ್ಥಿಗಳಿಗೆ ಪ್ರಮಾಣ ಪತ್ರ ವಿತರಿಸಲಾಗುವುದು ಎಂದು ತಿಳಿಸಿದ್ದಾರೆ.: [30, 1025, 207, 1128]
- bed-headline-box: [218, 708, 1205, 755]
- rail-title-3: ಶ್ರೀಕಂಠಗಲ್ಲು ಹನುಮಂತರಾಯ ಕಳಸ ಸಂಭ್ರಮದಿಂದ ಉಂಡ ರಕ್ತರಾತ್ರಿ: [1261, 511, 1462, 554]
- republic-col2: 3ನೇ ತರಗತಿ ವಿದ್ಯಾರ್ಥಿಗಳು ಸಂಸ್ಕೃತಿಕ ಕಾರ್ಯಕ್ರಮ ಮಾಡಿದರು. ದೇಶಭಕ್ತಿ ಗೀತೆಗಳು ಹಾಗೂ ಸಾಂಸ್ಕೃತಿಕ ಕಾರ್ಯಕ್ರಮಗಳು ಗಮನ ಸೆಳೆದವು. ಶಿಕ್ಷಕ ವೃಂದ ಹಾಗೂ ಪಾಲಕರು ಭಾಗವಹಿಸಿದ್ದರು.: [419, 1443, 708, 1484]
- color-swatch-magenta-2: [656, 2376, 676, 2394]
- color-swatch-black: [104, 2376, 124, 2394]
- masthead-red-bar-left: [362, 50, 587, 120]
- bed-byline: ▪ ದೇಶದೂತ ನ್ಯೂಸ್, ಕುಷ್ಟಗಿ: [218, 1051, 304, 1062]
- kuppala-photo: [609, 1704, 1204, 1957]
- lead-column-1: [33, 204, 155, 631]
- rail-title-1: ಜಿಲ್ಲಾ ಮಟ್ಟದ ಕೆ.ಡಿ.ಪಿ ಸಭೆ ಮುಂದೂಡಿಕೆ: [1234, 173, 1489, 196]
- color-swatch-cyan-3: [1255, 2376, 1275, 2394]
- color-swatch-magenta: [30, 2376, 50, 2394]
- page-indicator: [1446, 50, 1499, 103]
